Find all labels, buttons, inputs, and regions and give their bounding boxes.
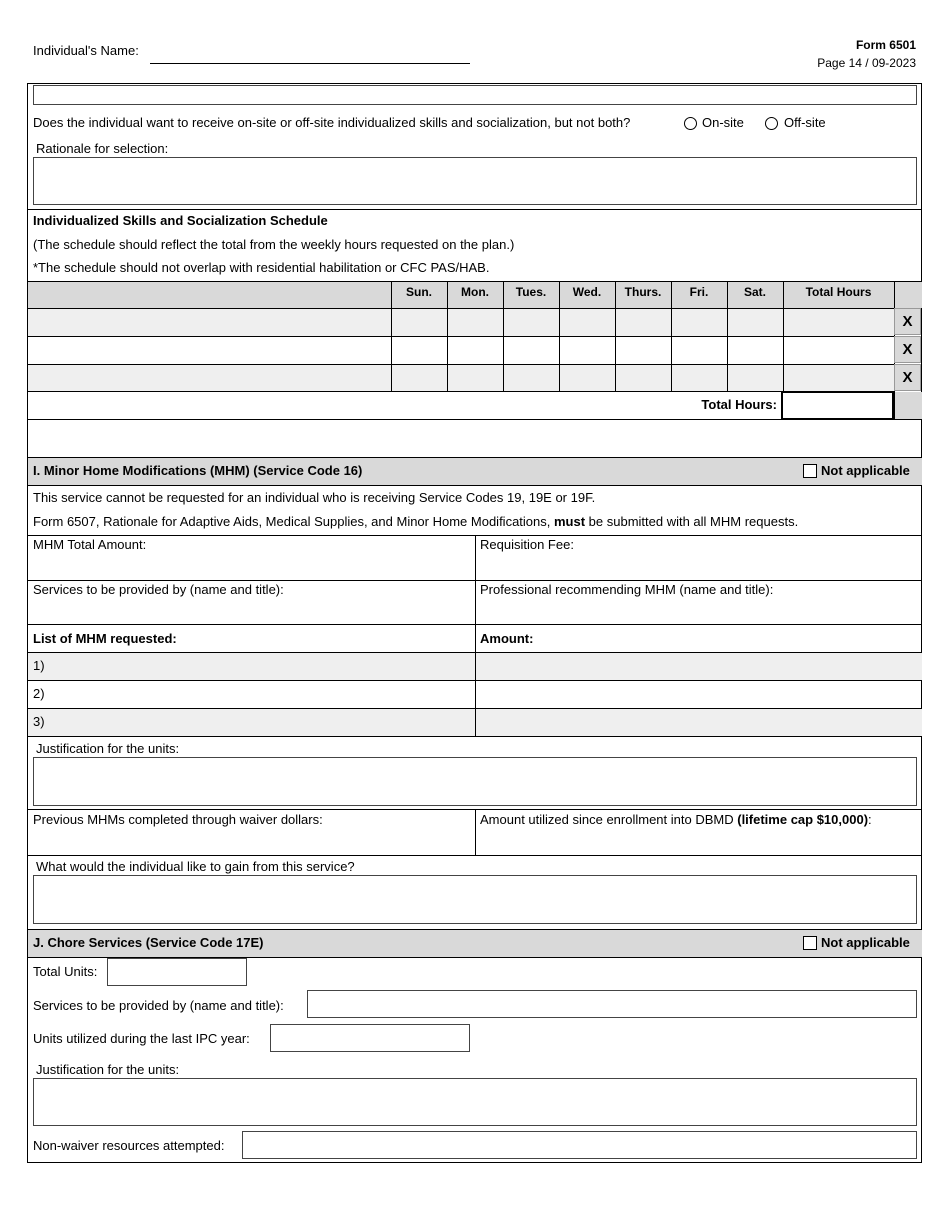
chore-justification-input[interactable] — [33, 1078, 917, 1126]
rationale-input[interactable] — [33, 157, 917, 205]
delete-row-button[interactable]: X — [894, 336, 921, 363]
mhm-provided-by-label: Services to be provided by (name and title): — [33, 582, 284, 597]
mhm-justification-label: Justification for the units: — [36, 741, 180, 756]
mhm-list-label: List of MHM requested: — [33, 631, 177, 646]
mhm-note-1: This service cannot be requested for an individual who is receiving Service Codes 19, 19E or 19F. — [33, 490, 596, 505]
schedule-note-1: (The schedule should reflect the total from the weekly hours requested on the plan.) — [33, 237, 515, 252]
onsite-question: Does the individual want to receive on-site or off-site individualized skills and socialization, but not both? — [33, 115, 631, 130]
mhm-amount-label: Amount: — [480, 631, 534, 646]
professional-recommending-input[interactable] — [476, 597, 921, 624]
total-hours-input[interactable] — [781, 391, 894, 420]
chore-not-applicable-label: Not applicable — [821, 935, 910, 950]
page-info: Page 14 / 09-2023 — [817, 56, 916, 70]
mhm-total-amount-label: MHM Total Amount: — [33, 537, 147, 552]
table-row[interactable] — [28, 364, 894, 391]
col-thurs: Thurs. — [624, 285, 662, 299]
previous-section-field[interactable] — [33, 85, 917, 105]
mhm-item-1: 1) — [33, 658, 45, 673]
professional-recommending-label: Professional recommending MHM (name and title): — [480, 582, 774, 597]
col-sun: Sun. — [406, 285, 432, 299]
units-utilized-input[interactable] — [270, 1024, 470, 1052]
total-units-input[interactable] — [107, 958, 247, 986]
delete-row-button[interactable]: X — [894, 364, 921, 391]
rationale-label: Rationale for selection: — [36, 141, 169, 156]
onsite-radio[interactable] — [684, 117, 697, 130]
form-number: Form 6501 — [855, 38, 916, 52]
col-tues: Tues. — [515, 285, 547, 299]
divider — [27, 336, 894, 337]
mhm-justification-input[interactable] — [33, 757, 917, 806]
mhm-not-applicable-label: Not applicable — [821, 463, 910, 478]
chore-not-applicable-checkbox[interactable] — [803, 936, 817, 950]
chore-heading: J. Chore Services (Service Code 17E) — [33, 935, 264, 950]
chore-provided-by-label: Services to be provided by (name and title): — [33, 998, 284, 1013]
chore-justification-label: Justification for the units: — [36, 1062, 180, 1077]
divider — [27, 855, 922, 856]
total-hours-label: Total Hours: — [701, 397, 777, 412]
nonwaiver-input[interactable] — [242, 1131, 917, 1159]
mhm-item-3: 3) — [33, 714, 45, 729]
table-row[interactable] — [28, 308, 894, 336]
col-total-hours: Total Hours — [805, 285, 872, 299]
amount-utilized-label: Amount utilized since enrollment into DBMD (lifetime cap $10,000): — [480, 812, 872, 827]
previous-mhm-input[interactable] — [28, 828, 474, 854]
col-wed: Wed. — [572, 285, 602, 299]
onsite-label: On-site — [702, 115, 744, 130]
divider — [27, 308, 894, 309]
offsite-radio[interactable] — [765, 117, 778, 130]
col-fri: Fri. — [689, 285, 709, 299]
mhm-note-2: Form 6507, Rationale for Adaptive Aids, Medical Supplies, and Minor Home Modifications, must be submitted with all MHM requests. — [33, 514, 799, 529]
mhm-total-amount-input[interactable] — [28, 552, 474, 579]
offsite-label: Off-site — [784, 115, 826, 130]
requisition-fee-input[interactable] — [476, 552, 921, 579]
individual-name-input[interactable] — [150, 63, 470, 64]
mhm-not-applicable-checkbox[interactable] — [803, 464, 817, 478]
units-utilized-label: Units utilized during the last IPC year: — [33, 1031, 250, 1046]
schedule-note-2: *The schedule should not overlap with residential habilitation or CFC PAS/HAB. — [33, 260, 490, 275]
gain-label: What would the individual like to gain from this service? — [36, 859, 355, 874]
nonwaiver-label: Non-waiver resources attempted: — [33, 1138, 225, 1153]
divider — [27, 364, 894, 365]
divider — [27, 281, 922, 282]
divider — [27, 209, 922, 210]
individual-name-label: Individual's Name: — [33, 43, 139, 58]
divider — [475, 535, 476, 736]
delete-row-button[interactable]: X — [894, 308, 921, 335]
gain-input[interactable] — [33, 875, 917, 924]
col-sat: Sat. — [743, 285, 766, 299]
schedule-title: Individualized Skills and Socialization Schedule — [33, 213, 328, 228]
chore-provided-by-input[interactable] — [307, 990, 917, 1018]
previous-mhm-label: Previous MHMs completed through waiver dollars: — [33, 812, 323, 827]
divider — [27, 736, 922, 737]
col-mon: Mon. — [461, 285, 489, 299]
requisition-fee-label: Requisition Fee: — [480, 537, 574, 552]
divider — [27, 391, 894, 392]
mhm-heading: I. Minor Home Modifications (MHM) (Service Code 16) — [33, 463, 363, 478]
mhm-item-2: 2) — [33, 686, 45, 701]
divider — [27, 485, 922, 486]
total-hours-spacer — [895, 392, 922, 419]
amount-utilized-input[interactable] — [476, 828, 921, 854]
mhm-provided-by-input[interactable] — [28, 597, 474, 624]
total-units-label: Total Units: — [33, 964, 98, 979]
